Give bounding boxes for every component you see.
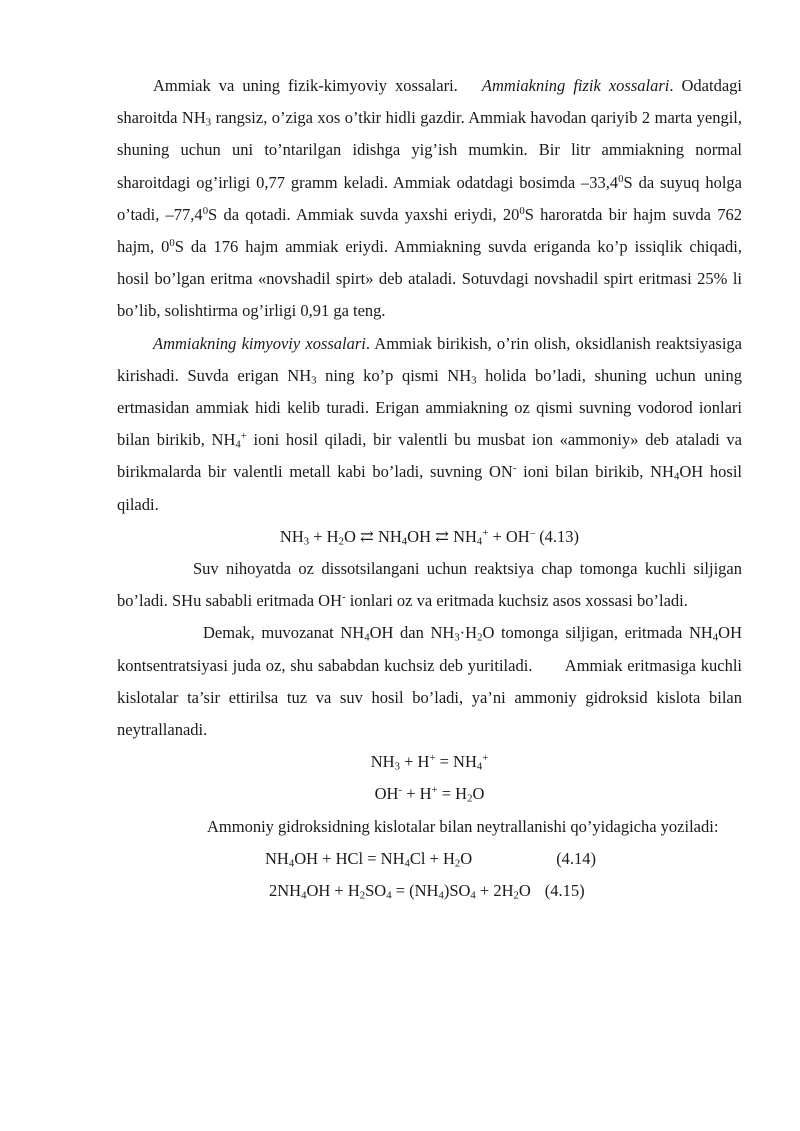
equation-4-13: $NH_3 + H_2O$ ⇄ $NH_4OH$ ⇄ $NH_4^+ + OH^-$ (4.13) [279,526,580,548]
paragraph-dissociation: Suv nihoyatda oz dissotsilangani uchun reaktsiya chap tomonga kuchli siljigan bo’ladi. SHu sababli eritmada OH- ionlari oz va eritmada kuchsiz asos xossasi bo’ladi. [117,559,742,611]
equation-4-14: $NH_4OH$ + HCl = $NH_4Cl + H_2O$ (4.14) [117,843,742,875]
paragraph-chemical-properties: Ammiakning kimyoviy xossalari. Ammiak birikish, o’rin olish, oksidlanish reaktsiyasiga kirishadi. Suvda erigan $NH_3$ ning ko’p qismi $NH_3$ holida bo’ladi, shuning uchun uning ertmasidan ammiak hidi kelib turadi. Erigan ammiakning oz qismi suvning vodorod ionlari bilan birikib, $NH_4^+$ ioni hosil qiladi, bir valentli bu musbat ion «ammoniy» deb ataladi va birikmalarda bir valentli metall kabi bo’ladi, suvning ON- ioni bilan birikib, $NH_4OH$ hosil qiladi. [117,333,743,514]
equation-ammonium-formation: $NH_3 + H^+ = NH_4^+$ [370,752,489,773]
equation-number: (4.14) [556,848,597,868]
equation-4-15: $2NH_4OH + H_2SO_4 = (NH_4)SO_4 + 2H_2O$ (4.15) [117,875,742,907]
equation-number: (4.15) [544,881,585,901]
heading-physical-properties: Ammiakning fizik xossalari [481,76,670,95]
paragraph-physical-properties: Ammiak va uning fizik-kimyoviy xossalari. Ammiakning fizik xossalari. Odatdagi sharoitda $NH_3$ rangsiz, o’ziga xos o’tkir hidli gazdir. Ammiak havodan qariyib 2 marta yengil, shuning uchun uni to’ntarilgan idishga yig’ish mumkin. Bir litr ammiakning normal sharoitdagi og’irligi 0,77 gramm keladi. Ammiak odatdagi bosimda –33,4$^0$S da suyuq holga o’tadi, –77,4$^0$S da qotadi. Ammiak suvda yaxshi eriydi, $20^0S$ haroratda bir hajm suvda 762 hajm, $0^0S$ da 176 hajm ammiak eriydi. Ammiakning suvda eriganda ko’p issiqlik chiqadi, hosil bo’lgan eritma «novshadil spirt» deb ataladi. Sotuvdagi novshadil spirt eritmasi 25% li bo’lib, solishtirma og’irligi 0,91 ga teng. [117,76,743,321]
document-page [117,70,747,907]
heading-chemical-properties: Ammiakning kimyoviy xossalari [153,333,366,353]
paragraph-neutralization: Ammoniy gidroksidning kislotalar bilan neytrallanishi qo’yidagicha yoziladi: [207,816,719,836]
equation-water-formation: $OH^- + H^+ = H_2O$ [374,784,485,806]
paragraph-equilibrium: Demak, muvozanat $NH_4OH$ dan $NH_3\cdot H_2O$ tomonga siljigan, eritmada $NH_4OH$ kontsentratsiyasi juda oz, shu sababdan kuchsiz deb yuritiladi. Ammiak eritmasiga kuchli kislotalar ta’sir ettirilsa tuz va suv hosil bo’ladi, ya’ni ammoniy gidroksid kislota bilan neytrallanadi. [117,623,747,740]
